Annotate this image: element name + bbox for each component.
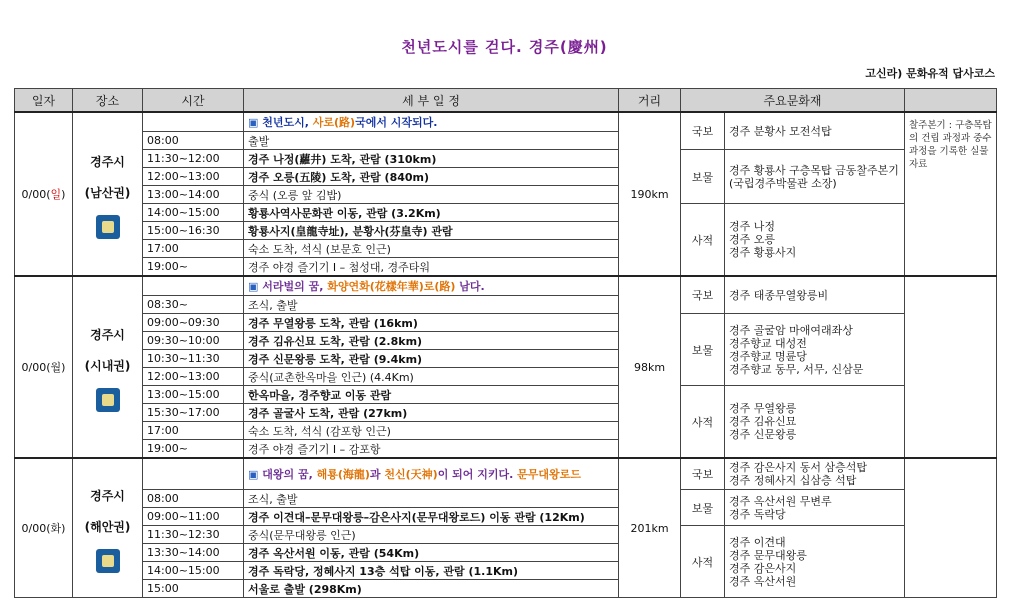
date-cell: 0/00(월)	[15, 276, 73, 458]
schedule-cell: 조식, 출발	[244, 296, 619, 314]
table-row	[15, 150, 997, 168]
time-cell: 11:30~12:30	[143, 526, 244, 544]
time-cell: 17:00	[143, 422, 244, 440]
day-headline: ▣ 서라벌의 꿈, 화양연화(花樣年華)로(路) 남다.	[244, 276, 619, 296]
header-note	[905, 89, 997, 113]
header-schedule: 세 부 일 정	[244, 89, 619, 113]
time-cell	[143, 458, 244, 490]
time-cell: 12:00~13:00	[143, 368, 244, 386]
note-cell	[905, 458, 997, 598]
schedule-cell: 경주 야경 즐기기 I – 첨성대, 경주타워	[244, 258, 619, 277]
heritage-category: 사적	[681, 386, 725, 459]
emblem-icon	[96, 388, 120, 412]
time-cell: 09:00~11:00	[143, 508, 244, 526]
heritage-category: 보물	[681, 490, 725, 526]
heritage-category: 사적	[681, 526, 725, 598]
schedule-cell: 경주 옥산서원 이동, 관람 (54Km)	[244, 544, 619, 562]
table-row	[15, 386, 997, 404]
time-cell: 08:00	[143, 490, 244, 508]
region-name: (남산권)	[84, 185, 131, 200]
heritage-items: 경주 황룡사 구층목탑 금동찰주본기 (국립경주박물관 소장)	[725, 150, 905, 204]
day-headline: ▣ 천년도시, 사로(路)국에서 시작되다.	[244, 112, 619, 132]
schedule-cell: 경주 이견대–문무대왕릉–감은사지(문무대왕로드) 이동 관람 (12Km)	[244, 508, 619, 526]
time-cell: 12:00~13:00	[143, 168, 244, 186]
schedule-cell: 경주 나정(蘿井) 도착, 관람 (310km)	[244, 150, 619, 168]
page-subtitle: 고신라) 문화유적 답사코스	[865, 67, 995, 80]
schedule-cell: 숙소 도착, 석식 (보문호 인근)	[244, 240, 619, 258]
time-cell: 10:30~11:30	[143, 350, 244, 368]
heritage-items: 경주 골굴암 마애여래좌상 경주향교 대성전 경주향교 명륜당 경주향교 동무, 서무, 신삼문	[725, 314, 905, 386]
schedule-cell: 경주 무열왕릉 도착, 관람 (16km)	[244, 314, 619, 332]
header-time: 시간	[143, 89, 244, 113]
date-cell: 0/00(일)	[15, 112, 73, 276]
emblem-icon	[96, 549, 120, 573]
square-icon: ▣	[248, 468, 259, 481]
time-cell: 17:00	[143, 240, 244, 258]
time-cell: 13:00~15:00	[143, 386, 244, 404]
note-cell	[905, 276, 997, 458]
heritage-category: 국보	[681, 458, 725, 490]
schedule-cell: 중식(교촌한옥마을 인근) (4.4Km)	[244, 368, 619, 386]
schedule-cell: 경주 야경 즐기기 I – 감포항	[244, 440, 619, 459]
header-date: 일자	[15, 89, 73, 113]
time-cell: 08:00	[143, 132, 244, 150]
heritage-items: 경주 태종무열왕릉비	[725, 276, 905, 314]
time-cell: 11:30~12:00	[143, 150, 244, 168]
heritage-items: 경주 옥산서원 무변루 경주 독락당	[725, 490, 905, 526]
heritage-category: 보물	[681, 150, 725, 204]
schedule-cell: 황룡사역사문화관 이동, 관람 (3.2Km)	[244, 204, 619, 222]
heritage-items: 경주 분황사 모전석탑	[725, 112, 905, 150]
schedule-cell: 경주 오릉(五陵) 도착, 관람 (840m)	[244, 168, 619, 186]
time-cell: 13:30~14:00	[143, 544, 244, 562]
heritage-items: 경주 이견대 경주 문무대왕릉 경주 감은사지 경주 옥산서원	[725, 526, 905, 598]
place-name: 경주시	[90, 154, 125, 169]
schedule-cell: 경주 김유신묘 도착, 관람 (2.8km)	[244, 332, 619, 350]
schedule-cell: 한옥마을, 경주향교 이동 관람	[244, 386, 619, 404]
time-cell: 13:00~14:00	[143, 186, 244, 204]
header-place: 장소	[73, 89, 143, 113]
time-cell	[143, 112, 244, 132]
table-row	[15, 490, 997, 508]
day-headline: ▣ 대왕의 꿈, 해룡(海龍)과 천신(天神)이 되어 지키다. 문무대왕로드	[244, 458, 619, 490]
distance-cell: 98km	[619, 276, 681, 458]
time-cell: 19:00~	[143, 440, 244, 459]
table-header	[15, 89, 997, 113]
place-name: 경주시	[90, 327, 125, 342]
region-name: (시내권)	[84, 358, 131, 373]
schedule-cell: 중식 (오릉 앞 김밥)	[244, 186, 619, 204]
distance-cell: 201km	[619, 458, 681, 598]
schedule-cell: 중식(문무대왕릉 인근)	[244, 526, 619, 544]
time-cell: 19:00~	[143, 258, 244, 277]
schedule-cell: 숙소 도착, 석식 (감포항 인근)	[244, 422, 619, 440]
time-cell	[143, 276, 244, 296]
table-row	[15, 276, 997, 296]
schedule-cell: 조식, 출발	[244, 490, 619, 508]
time-cell: 15:00~16:30	[143, 222, 244, 240]
table-row	[15, 112, 997, 132]
time-cell: 08:30~	[143, 296, 244, 314]
time-cell: 15:30~17:00	[143, 404, 244, 422]
heritage-items: 경주 무열왕릉 경주 김유신묘 경주 신문왕릉	[725, 386, 905, 459]
time-cell: 15:00	[143, 580, 244, 598]
square-icon: ▣	[248, 280, 259, 293]
square-icon: ▣	[248, 116, 259, 129]
heritage-category: 사적	[681, 204, 725, 277]
heritage-category: 보물	[681, 314, 725, 386]
time-cell: 14:00~15:00	[143, 562, 244, 580]
heritage-items: 경주 나정 경주 오릉 경주 황룡사지	[725, 204, 905, 277]
schedule-cell: 황룡사지(皇龍寺址), 분황사(芬皇寺) 관람	[244, 222, 619, 240]
heritage-items: 경주 감은사지 동서 삼층석탑 경주 정혜사지 십삼층 석탑	[725, 458, 905, 490]
table-row	[15, 526, 997, 544]
header-heritage: 주요문화재	[681, 89, 905, 113]
table-row	[15, 314, 997, 332]
place-name: 경주시	[90, 488, 125, 503]
emblem-icon	[96, 215, 120, 239]
time-cell: 14:00~15:00	[143, 204, 244, 222]
schedule-cell: 경주 독락당, 정혜사지 13층 석탑 이동, 관람 (1.1Km)	[244, 562, 619, 580]
distance-cell: 190km	[619, 112, 681, 276]
place-cell	[73, 276, 143, 458]
place-cell	[73, 458, 143, 598]
header-distance: 거리	[619, 89, 681, 113]
schedule-cell: 서울로 출발 (298Km)	[244, 580, 619, 598]
note-cell: 찰주본기 : 구층목탑의 건립 과정과 중수 과정을 기록한 실물자료	[905, 112, 997, 276]
table-row	[15, 458, 997, 490]
place-cell	[73, 112, 143, 276]
time-cell: 09:00~09:30	[143, 314, 244, 332]
table-row	[15, 204, 997, 222]
itinerary-table	[14, 88, 997, 598]
date-cell: 0/00(화)	[15, 458, 73, 598]
schedule-cell: 출발	[244, 132, 619, 150]
region-name: (해안권)	[84, 519, 131, 534]
heritage-category: 국보	[681, 276, 725, 314]
schedule-cell: 경주 신문왕릉 도착, 관람 (9.4km)	[244, 350, 619, 368]
schedule-cell: 경주 골굴사 도착, 관람 (27km)	[244, 404, 619, 422]
page-title: 천년도시를 걷다. 경주(慶州)	[401, 38, 608, 56]
heritage-category: 국보	[681, 112, 725, 150]
time-cell: 09:30~10:00	[143, 332, 244, 350]
